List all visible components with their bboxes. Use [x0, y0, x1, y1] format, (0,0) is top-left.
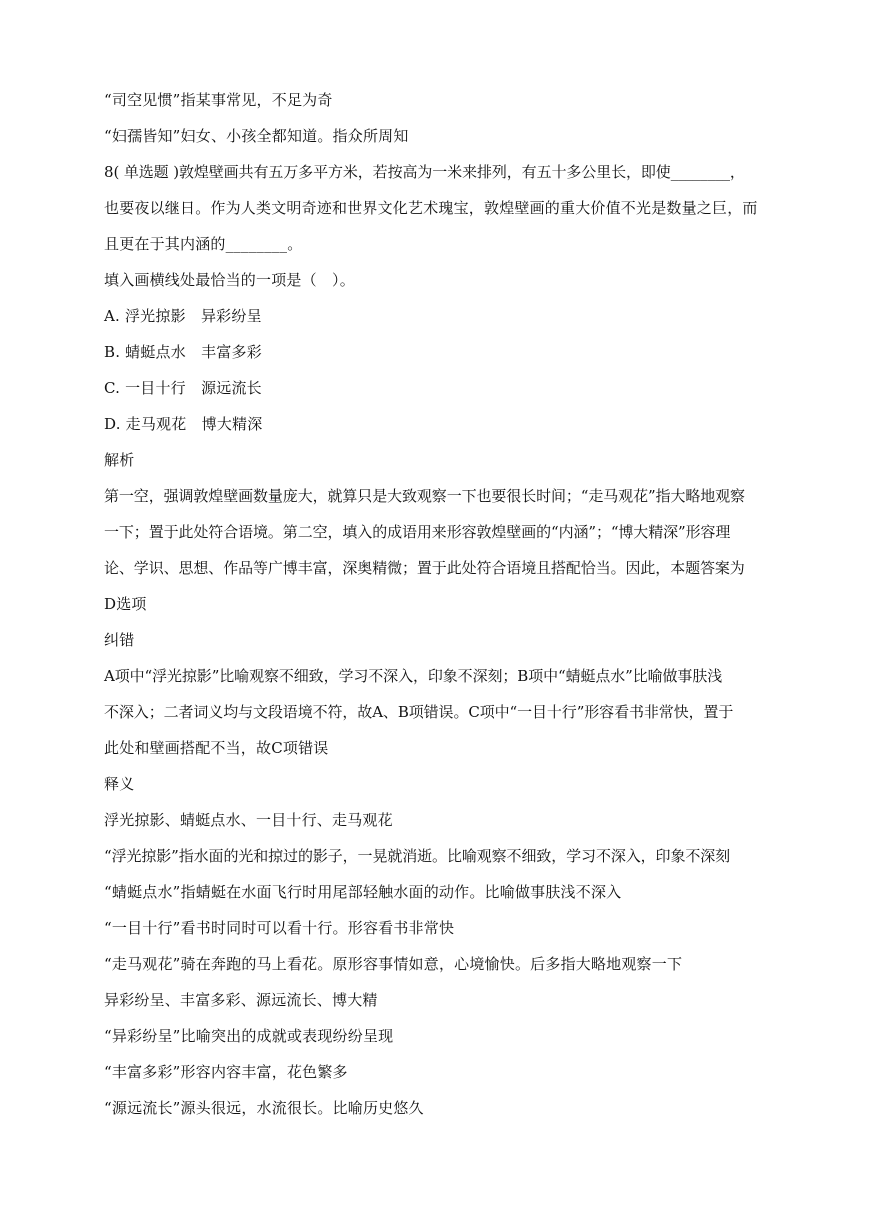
option-c: C. 一目十行 源远流长	[104, 379, 262, 397]
question-prompt: 填入画横线处最恰当的一项是（ ）。	[104, 271, 355, 289]
definition-line: “蜻蜓点水”指蜻蜓在水面飞行时用尾部轻触水面的动作。比喻做事肤浅不深入	[104, 883, 622, 901]
option-b: B. 蜻蜓点水 丰富多彩	[104, 343, 262, 361]
correction-line: 此处和壁画搭配不当，故C项错误	[104, 739, 329, 757]
section-heading-definitions: 释义	[104, 775, 135, 793]
question-stem-line: 8( 单选题 )敦煌壁画共有五万多平方米，若按高为一米来排列，有五十多公里长，即使________，	[104, 163, 745, 181]
text-line: “妇孺皆知”妇女、小孩全都知道。指众所周知	[104, 127, 409, 145]
analysis-line: 论、学识、思想、作品等广博丰富，深奥精微；置于此处符合语境且搭配恰当。因此，本题答案为	[104, 559, 745, 577]
analysis-line: 一下；置于此处符合语境。第二空，填入的成语用来形容敦煌壁画的“内涵”；“博大精深”形容理	[104, 523, 731, 541]
definition-line: “丰富多彩”形容内容丰富，花色繁多	[104, 1063, 348, 1081]
section-heading-analysis: 解析	[104, 451, 135, 469]
definition-group-heading: 浮光掠影、蜻蜓点水、一目十行、走马观花	[104, 811, 393, 829]
definition-line: “走马观花”骑在奔跑的马上看花。原形容事情如意，心境愉快。后多指大略地观察一下	[104, 955, 683, 973]
option-a: A. 浮光掠影 异彩纷呈	[104, 307, 262, 325]
analysis-line: 第一空，强调敦煌壁画数量庞大，就算只是大致观察一下也要很长时间；“走马观花”指大略地观察	[104, 487, 745, 505]
analysis-line: D选项	[104, 595, 147, 613]
correction-line: A项中“浮光掠影”比喻观察不细致，学习不深入，印象不深刻；B项中“蜻蜓点水”比喻做事肤浅	[104, 667, 723, 685]
question-stem-line: 且更在于其内涵的________。	[104, 235, 303, 253]
definition-line: “源远流长”源头很远，水流很长。比喻历史悠久	[104, 1099, 424, 1117]
section-heading-correction: 纠错	[104, 631, 135, 649]
definition-line: “一目十行”看书时同时可以看十行。形容看书非常快	[104, 919, 455, 937]
definition-group-heading: 异彩纷呈、丰富多彩、源远流长、博大精	[104, 991, 378, 1009]
option-d: D. 走马观花 博大精深	[104, 415, 263, 433]
definition-line: “异彩纷呈”比喻突出的成就或表现纷纷呈现	[104, 1027, 394, 1045]
correction-line: 不深入；二者词义均与文段语境不符，故A、B项错误。C项中“一目十行”形容看书非常快，置于	[104, 703, 734, 721]
text-line: “司空见惯”指某事常见，不足为奇	[104, 91, 333, 109]
definition-line: “浮光掠影”指水面的光和掠过的影子，一晃就消逝。比喻观察不细致，学习不深入，印象不深刻	[104, 847, 731, 865]
question-stem-line: 也要夜以继日。作为人类文明奇迹和世界文化艺术瑰宝，敦煌壁画的重大价值不光是数量之巨，而	[104, 199, 758, 217]
